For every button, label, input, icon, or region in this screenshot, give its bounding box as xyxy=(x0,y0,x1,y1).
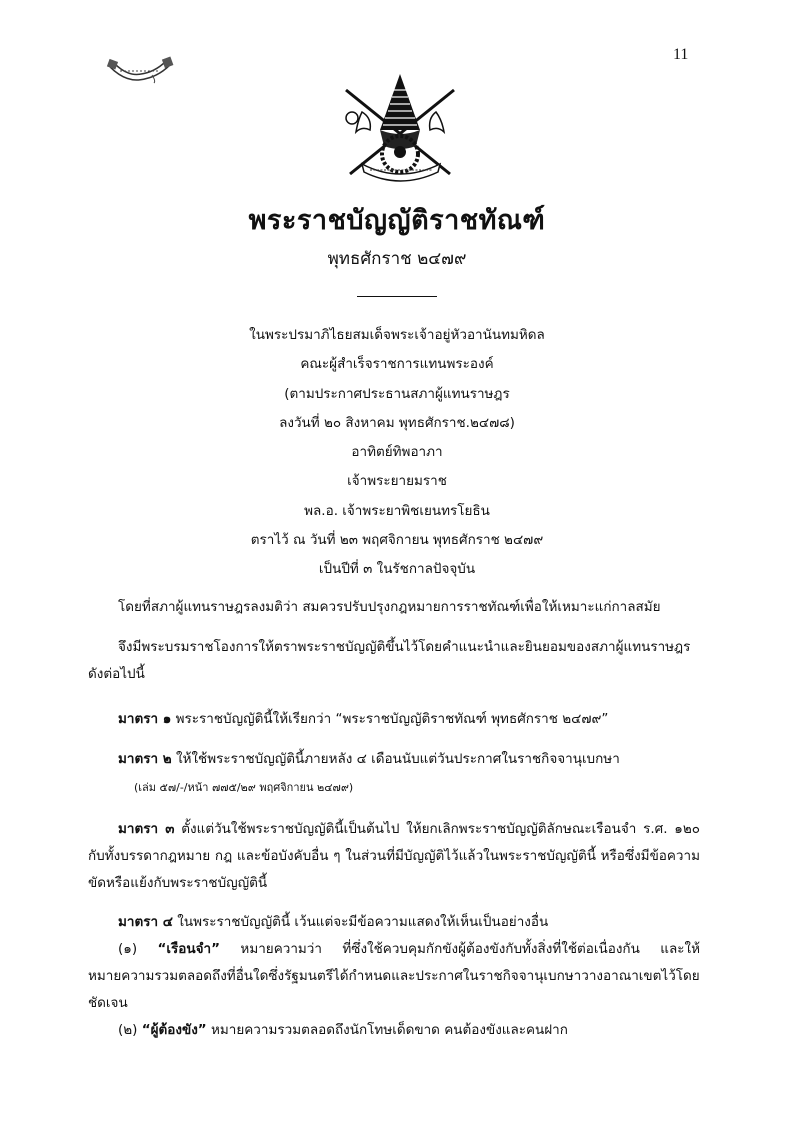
definition-text: หมายความรวมตลอดถึงนักโทษเด็ดขาด คนต้องขังและคนฝาก xyxy=(206,1022,568,1038)
preamble-line: ตราไว้ ณ วันที่ ๒๓ พฤศจิกายน พุทธศักราช ๒๔๗๙ xyxy=(250,532,544,549)
preamble-line: พล.อ. เจ้าพระยาพิชเยนทรโยธิน xyxy=(304,502,490,519)
section-label: มาตรา ๔ xyxy=(118,914,173,930)
section-label: มาตรา ๓ xyxy=(118,821,175,837)
section-text: ในพระราชบัญญัตินี้ เว้นแต่จะมีข้อความแสดงให้เห็นเป็นอย่างอื่น xyxy=(173,914,549,930)
gazette-note: (เล่ม ๕๗/-/หน้า ๗๗๕/๒๙ พฤศจิกายน ๒๔๗๙) xyxy=(134,781,354,794)
intro-paragraph: โดยที่สภาผู้แทนราษฎรลงมติว่า สมควรปรับปรุงกฎหมายการราชทัณฑ์เพื่อให้เหมาะแก่กาลสมัย xyxy=(118,599,661,615)
preamble-line: อาทิตย์ทิพอาภา xyxy=(351,444,443,461)
document-year: พุทธศักราช ๒๔๗๙ xyxy=(327,249,467,269)
enactment-paragraph: จึงมีพระบรมราชโองการให้ตราพระราชบัญญัติขึ้นไว้โดยคำแนะนำและยินยอมของสภาผู้แทนราษฎร ดังต่อไปนี้ xyxy=(88,639,691,682)
section-4-intro xyxy=(88,909,700,936)
preamble-block xyxy=(0,321,794,585)
royal-emblem-icon xyxy=(332,72,468,182)
section-label: มาตรา ๑ xyxy=(118,711,172,727)
preamble-line: (ตามประกาศประธานสภาผู้แทนราษฎร xyxy=(284,385,510,402)
definition-number: (๑) xyxy=(118,941,158,957)
title-divider xyxy=(357,296,437,297)
document-title: พระราชบัญญัติราชทัณฑ์ xyxy=(248,205,546,236)
section-text: ให้ใช้พระราชบัญญัตินี้ภายหลัง ๔ เดือนนับแต่วันประกาศในราชกิจจานุเบกษา xyxy=(171,751,620,767)
section-text: ตั้งแต่วันใช้พระราชบัญญัตินี้เป็นต้นไป ให้ยกเลิกพระราชบัญญัติลักษณะเรือนจำ ร.ศ. ๑๒๐ กับทั้งบรรดากฎหมาย กฎ และข้อบังคับอื่น ๆ ในส่วนที่มีบัญญัติไว้แล้วในพระราชบัญญัตินี้ หรือซึ่งมีข้อความขัดหรือแย้งกับพระราชบัญญัตินี้ xyxy=(88,821,700,891)
definition-item xyxy=(88,936,700,1017)
definition-term: “ผู้ต้องขัง” xyxy=(141,1022,207,1038)
page-number: 11 xyxy=(673,46,689,63)
section-text: พระราชบัญญัตินี้ให้เรียกว่า “พระราชบัญญัติราชทัณฑ์ พุทธศักราช ๒๔๗๙” xyxy=(171,711,609,727)
section-1 xyxy=(88,706,700,733)
definition-term: “เรือนจำ” xyxy=(157,941,220,957)
section-4 xyxy=(88,909,700,1044)
definition-item xyxy=(88,1017,700,1044)
definition-text: หมายความว่า ที่ซึ่งใช้ควบคุมกักขังผู้ต้องขังกับทั้งสิ่งที่ใช้ต่อเนื่องกัน และให้หมายความรวมตลอดถึงที่อื่นใดซึ่งรัฐมนตรีได้กำหนดและประกาศในราชกิจจานุเบกษาวางอาณาเขตไว้โดยชัดเจน xyxy=(88,941,700,1011)
section-2 xyxy=(88,746,700,773)
preamble-line: ในพระปรมาภิไธยสมเด็จพระเจ้าอยู่หัวอานันทมหิดล xyxy=(249,327,545,343)
section-3 xyxy=(88,816,700,897)
preamble-line: เป็นปีที่ ๓ ในรัชกาลปัจจุบัน xyxy=(318,561,476,578)
preamble-line: คณะผู้สำเร็จราชการแทนพระองค์ xyxy=(300,356,494,373)
definition-number: (๒) xyxy=(118,1022,142,1038)
section-label: มาตรา ๒ xyxy=(118,751,172,767)
preamble-line: เจ้าพระยายมราช xyxy=(347,473,447,490)
garuda-ribbon-logo-icon xyxy=(106,55,174,85)
preamble-line: ลงวันที่ ๒๐ สิงหาคม พุทธศักราช.๒๔๗๘) xyxy=(279,414,515,431)
